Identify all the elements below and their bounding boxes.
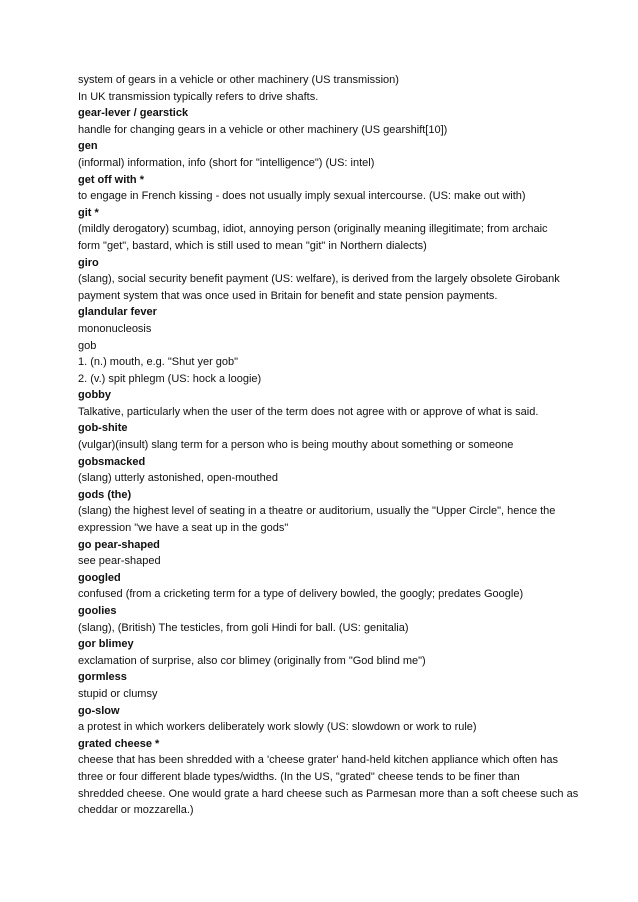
glossary-text: to engage in French kissing - does not usually imply sexual intercourse. (US: make out with) (78, 190, 526, 203)
glossary-text: (slang) utterly astonished, open-mouthed (78, 472, 278, 485)
glossary-text: handle for changing gears in a vehicle or other machinery (US gearshift[10]) (78, 123, 448, 136)
glossary-text: shredded cheese. One would grate a hard cheese such as Parmesan more than a soft cheese such as (78, 787, 579, 800)
glossary-term: glandular fever (78, 306, 157, 319)
glossary-text: three or four different blade types/widths. (In the US, "grated" cheese tends to be finer than (78, 770, 520, 783)
glossary-term: gob-shite (78, 422, 128, 435)
glossary-text: stupid or clumsy (78, 687, 158, 700)
glossary-text: form "get", bastard, which is still used to mean "git" in Northern dialects) (78, 239, 427, 252)
glossary-text: cheese that has been shredded with a 'cheese grater' hand-held kitchen appliance which often has (78, 754, 558, 767)
glossary-text: gob (78, 339, 97, 352)
glossary-text: Talkative, particularly when the user of the term does not agree with or approve of what is said. (78, 405, 539, 418)
glossary-term: giro (78, 256, 99, 269)
glossary-term: goolies (78, 605, 117, 617)
glossary-text: see pear-shaped (78, 555, 161, 568)
glossary-term: gear-lever / gearstick (78, 107, 189, 120)
glossary-text: (mildly derogatory) scumbag, idiot, annoying person (originally meaning illegitimate; from archaic (78, 223, 548, 236)
glossary-text: (informal) information, info (short for "intelligence") (US: intel) (78, 156, 375, 169)
glossary-term: grated cheese * (78, 737, 160, 750)
glossary-text: cheddar or mozzarella.) (78, 804, 194, 817)
glossary-text: 2. (v.) spit phlegm (US: hock a loogie) (78, 372, 262, 385)
glossary-text: (vulgar)(insult) slang term for a person who is being mouthy about something or someone (78, 439, 514, 452)
glossary-text: expression "we have a seat up in the gods" (78, 522, 289, 535)
glossary-text: confused (from a cricketing term for a type of delivery bowled, the googly; predates Google) (78, 588, 524, 601)
glossary-text: (slang), (British) The testicles, from goli Hindi for ball. (US: genitalia) (78, 621, 409, 634)
glossary-term: gen (78, 140, 98, 153)
glossary-term: get off with * (78, 173, 144, 186)
glossary-term: go-slow (78, 704, 120, 717)
glossary-text: (slang), social security benefit payment (US: welfare), is derived from the largely obsolete Girobank (78, 273, 560, 286)
glossary-term: gods (the) (78, 488, 132, 501)
glossary-text: mononucleosis (78, 322, 152, 335)
glossary-text: 1. (n.) mouth, e.g. "Shut yer gob" (78, 356, 239, 369)
glossary-text: (slang) the highest level of seating in a theatre or auditorium, usually the "Upper Circle", hence the (78, 505, 556, 518)
document-page (78, 72, 598, 819)
glossary-term: git * (78, 206, 99, 219)
glossary-term: googled (78, 571, 121, 584)
glossary-text: exclamation of surprise, also cor blimey (originally from "God blind me") (78, 654, 426, 667)
glossary-text: In UK transmission typically refers to drive shafts. (78, 90, 319, 103)
glossary-text: a protest in which workers deliberately work slowly (US: slowdown or work to rule) (78, 721, 477, 734)
glossary-term: gormless (78, 671, 127, 684)
glossary-term: gobsmacked (78, 455, 146, 468)
glossary-text: payment system that was once used in Britain for benefit and state pension payments. (78, 289, 498, 302)
glossary-term: gobby (78, 389, 111, 402)
glossary-text: system of gears in a vehicle or other machinery (US transmission) (78, 74, 399, 86)
glossary-term: go pear-shaped (78, 538, 160, 551)
glossary-term: gor blimey (78, 638, 134, 651)
